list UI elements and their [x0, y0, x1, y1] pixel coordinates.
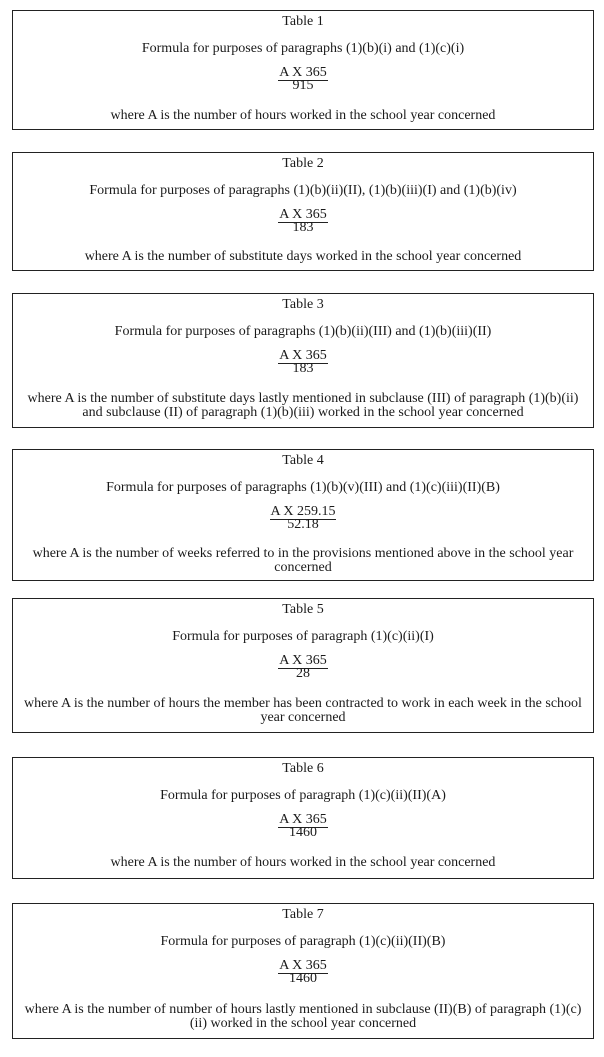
- table-title: Table 2: [282, 156, 324, 171]
- formula-caption: Formula for purposes of paragraphs (1)(b)(ii)(III) and (1)(b)(iii)(II): [114, 324, 492, 339]
- variable-definition: where A is the number of hours worked in the school year concerned: [110, 108, 496, 123]
- table-title: Table 1: [282, 14, 324, 29]
- fraction-denominator: 183: [292, 361, 314, 376]
- variable-definition: where A is the number of weeks referred to in the provisions mentioned above in the school year concerned: [32, 546, 574, 575]
- table-title: Table 4: [282, 453, 324, 468]
- formula-caption: Formula for purposes of paragraphs (1)(b)(ii)(II), (1)(b)(iii)(I) and (1)(b)(iv): [89, 183, 517, 198]
- table-title: Table 6: [282, 761, 324, 776]
- formula-fraction: [13, 654, 593, 680]
- formula-table-7: [12, 903, 594, 1039]
- variable-definition: where A is the number of hours the member has been contracted to work in each week in the school year concerned: [24, 696, 582, 725]
- formula-table-6: [12, 757, 594, 879]
- table-title: Table 7: [282, 907, 324, 922]
- table-title: Table 3: [282, 297, 324, 312]
- formula-table-3: [12, 293, 594, 428]
- fraction-numerator: A X 365: [279, 812, 327, 827]
- fraction-numerator: A X 365: [279, 653, 327, 668]
- fraction-denominator: 1460: [288, 971, 317, 986]
- formula-fraction: [13, 813, 593, 839]
- fraction-denominator: 52.18: [287, 517, 319, 532]
- fraction-denominator: 1460: [288, 825, 317, 840]
- variable-definition: where A is the number of substitute days lastly mentioned in subclause (III) of paragraph (1)(b)(ii) and subclause (II) of paragraph (1)(b)(iii) worked in the school year concerned: [27, 391, 579, 420]
- formula-caption: Formula for purposes of paragraph (1)(c)(ii)(II)(A): [160, 788, 446, 803]
- formula-caption: Formula for purposes of paragraphs (1)(b)(v)(III) and (1)(c)(iii)(II)(B): [106, 480, 500, 495]
- formula-fraction: [13, 208, 593, 234]
- formula-caption: Formula for purposes of paragraph (1)(c)(ii)(I): [172, 629, 434, 644]
- fraction-denominator: 183: [292, 220, 314, 235]
- formula-caption: Formula for purposes of paragraph (1)(c)(ii)(II)(B): [160, 934, 446, 949]
- fraction-denominator: 915: [292, 78, 314, 93]
- formula-fraction: [13, 505, 593, 531]
- variable-definition: where A is the number of hours worked in the school year concerned: [110, 855, 496, 870]
- fraction-denominator: 28: [295, 666, 310, 681]
- fraction-numerator: A X 365: [279, 348, 327, 363]
- formula-table-5: [12, 598, 594, 733]
- formula-caption: Formula for purposes of paragraphs (1)(b)(i) and (1)(c)(i): [141, 41, 465, 56]
- fraction-numerator: A X 365: [279, 958, 327, 973]
- variable-definition: where A is the number of number of hours lastly mentioned in subclause (II)(B) of paragraph (1)(c)(ii) worked in the school year concerned: [24, 1002, 582, 1031]
- fraction-numerator: A X 365: [279, 207, 327, 222]
- formula-table-2: [12, 152, 594, 271]
- variable-definition: where A is the number of substitute days worked in the school year concerned: [84, 249, 522, 264]
- formula-table-4: [12, 449, 594, 581]
- formula-table-1: [12, 10, 594, 130]
- formula-fraction: [13, 349, 593, 375]
- fraction-numerator: A X 365: [279, 65, 327, 80]
- formula-fraction: [13, 66, 593, 92]
- fraction-numerator: A X 259.15: [270, 504, 336, 519]
- formula-fraction: [13, 959, 593, 985]
- table-title: Table 5: [282, 602, 324, 617]
